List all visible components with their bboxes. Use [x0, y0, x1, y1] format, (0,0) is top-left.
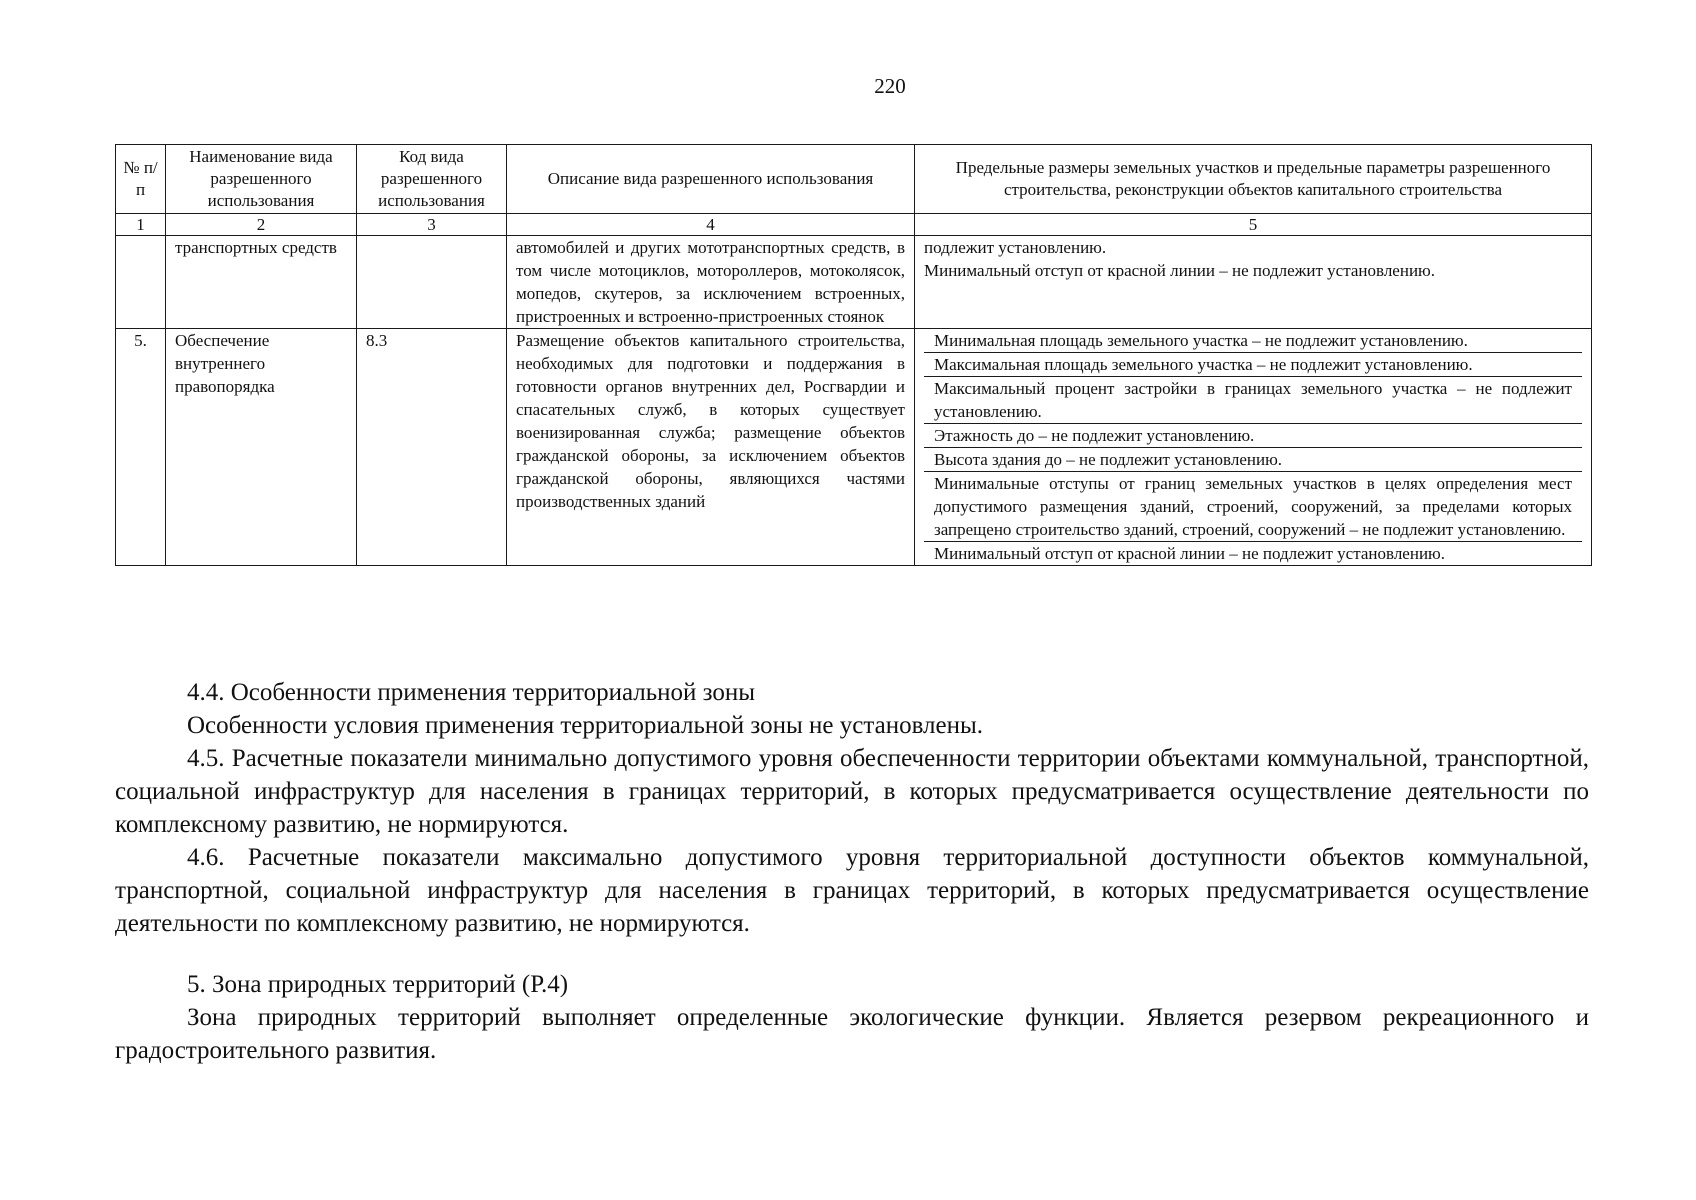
header-use-code: Код вида разрешенного использования	[357, 145, 507, 214]
header-use-description: Описание вида разрешенного использования	[507, 145, 915, 214]
paragraph: Особенности условия применения территориальной зоны не установлены.	[187, 712, 984, 739]
parameter-line: Минимальный отступ от красной линии – не подлежит установлению.	[924, 261, 1435, 280]
use-name: Обеспечение внутреннего правопорядка	[166, 329, 357, 566]
paragraph: Зона природных территорий выполняет определенные экологические функции. Является резервом рекреационного и градостроительного развития.	[115, 1004, 1589, 1064]
parameter-line: Минимальный отступ от красной линии – не подлежит установлению.	[934, 544, 1445, 563]
use-description: Размещение объектов капитального строительства, необходимых для подготовки и поддержания в готовности органов внутренних дел, Росгвардии и спасательных служб, в которых существует военизированная служба; размещение объектов гражданской обороны, за исключением объектов гражданской обороны, являющихся частями производственных зданий	[507, 329, 915, 566]
header-use-name: Наименование вида разрешенного использования	[166, 145, 357, 214]
limit-parameters	[915, 329, 1592, 566]
column-number: 4	[507, 214, 915, 236]
parameter-line: Максимальный процент застройки в границах земельного участка – не подлежит установлению.	[924, 377, 1582, 424]
column-number: 5	[915, 214, 1592, 236]
section-heading-5: 5. Зона природных территорий (Р.4)	[187, 971, 569, 998]
permitted-use-table	[115, 144, 1592, 566]
column-numbers-row	[116, 214, 1592, 236]
parameter-line: подлежит установлению.	[924, 238, 1107, 257]
header-limit-parameters: Предельные размеры земельных участков и предельные параметры разрешенного строительства, реконструкции объектов капитального строительства	[915, 145, 1592, 214]
use-description: автомобилей и других мототранспортных средств, в том числе мотоциклов, мотороллеров, мотоколясок, мопедов, скутеров, за исключением встроенных, пристроенных и встроенно-пристроенных стоянок	[507, 236, 915, 329]
paragraph-4-5: 4.5. Расчетные показатели минимально допустимого уровня обеспеченности территории объектами коммунальной, транспортной, социальной инфраструктур для населения в границах территорий, в которых предусматривается осуществление деятельности по комплексному развитию, не нормируются.	[115, 745, 1589, 838]
parameter-line: Минимальная площадь земельного участка – не подлежит установлению.	[924, 329, 1582, 353]
row-number	[116, 236, 166, 329]
paragraph-4-6: 4.6. Расчетные показатели максимально допустимого уровня территориальной доступности объектов коммунальной, транспортной, социальной инфраструктур для населения в границах территорий, в которых предусматривается осуществление деятельности по комплексному развитию, не нормируются.	[115, 844, 1589, 937]
header-number: № п/п	[116, 145, 166, 214]
use-code: 8.3	[357, 329, 507, 566]
column-number: 3	[357, 214, 507, 236]
parameter-line: Этажность до – не подлежит установлению.	[924, 424, 1582, 448]
table-row	[116, 236, 1592, 329]
body-text	[115, 676, 1589, 1067]
use-name: транспортных средств	[166, 236, 357, 329]
parameter-line: Высота здания до – не подлежит установлению.	[924, 448, 1582, 472]
table-row	[116, 329, 1592, 566]
row-number: 5.	[116, 329, 166, 566]
limit-parameters	[915, 236, 1592, 329]
column-number: 1	[116, 214, 166, 236]
parameter-line: Минимальные отступы от границ земельных участков в целях определения мест допустимого размещения зданий, строений, сооружений, за пределами которых запрещено строительство зданий, строений, сооружений – не подлежит установлению.	[924, 472, 1582, 542]
parameter-line: Максимальная площадь земельного участка – не подлежит установлению.	[924, 353, 1582, 377]
page-number: 220	[874, 74, 906, 98]
use-code	[357, 236, 507, 329]
table-header-row	[116, 145, 1592, 214]
section-heading-4-4: 4.4. Особенности применения территориальной зоны	[187, 679, 756, 706]
column-number: 2	[166, 214, 357, 236]
